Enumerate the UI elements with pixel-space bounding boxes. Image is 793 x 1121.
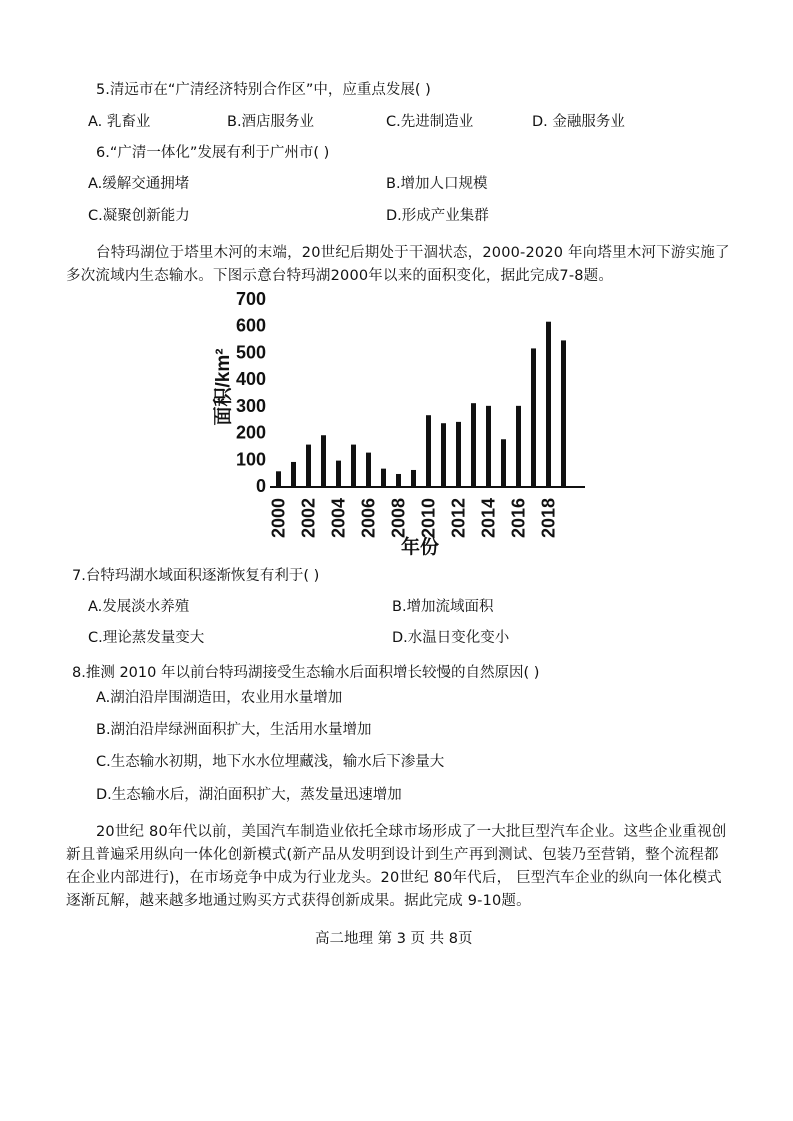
q8-option-a: A.湖泊沿岸围湖造田，农业用水量增加 (96, 690, 343, 706)
bar-2017 (531, 348, 536, 486)
q5-option-b: B.酒店服务业 (227, 114, 315, 130)
q6-stem: 6.“广清一体化”发展有利于广州市( ) (96, 145, 330, 161)
bar-2001 (291, 462, 296, 486)
intro2-line4: 逐渐瓦解，越来越多地通过购买方式获得创新成果。据此完成 9-10题。 (66, 893, 531, 909)
q8-option-b: B.湖泊沿岸绿洲面积扩大，生活用水量增加 (96, 722, 372, 738)
q8-stem: 8.推测 2010 年以前台特玛湖接受生态输水后面积增长较慢的自然原因( ) (72, 665, 540, 681)
q6-option-b: B.增加人口规模 (386, 176, 488, 192)
page-footer: 高二地理 第 3 页 共 8页 (315, 931, 473, 947)
y-tick-label: 500 (235, 342, 266, 363)
y-tick-label: 700 (235, 289, 266, 309)
x-tick-label: 2016 (508, 497, 529, 538)
x-tick-label: 2002 (298, 497, 319, 538)
y-tick-labels (236, 289, 266, 496)
bar-2018 (546, 322, 551, 486)
lake-area-bar-chart (205, 287, 590, 562)
bar-2011 (441, 423, 446, 486)
x-tick-label: 2006 (358, 497, 379, 538)
intro2-line3: 在企业内部进行)，在市场竞争中成为行业龙头。20世纪 80年代后， 巨型汽车企业的纵向一体化模式 (66, 870, 722, 886)
x-tick-labels (269, 498, 559, 538)
bars (276, 322, 566, 486)
bar-2012 (456, 422, 461, 486)
bar-2008 (396, 474, 401, 486)
intro2-line2: 新且普遍采用纵向一体化创新模式(新产品从发明到设计到生产再到测试、包装乃至营销，整个流程都 (66, 847, 719, 863)
y-tick-label: 0 (255, 476, 266, 496)
intro1-line1: 台特玛湖位于塔里木河的末端，20世纪后期处于干涸状态，2000-2020 年向塔里木河下游实施了 (96, 245, 730, 261)
bar-2007 (381, 469, 386, 486)
bar-2003 (321, 435, 326, 486)
q7-stem: 7.台特玛湖水域面积逐渐恢复有利于( ) (72, 568, 320, 584)
y-tick-label: 100 (235, 449, 266, 470)
q7-option-b: B.增加流域面积 (392, 599, 494, 615)
bar-2010 (426, 415, 431, 486)
q8-option-d: D.生态输水后，湖泊面积扩大，蒸发量迅速增加 (96, 787, 402, 803)
q5-stem: 5.清远市在“广清经济特别合作区”中，应重点发展( ) (96, 82, 431, 98)
y-tick-label: 300 (235, 395, 266, 416)
bar-2009 (411, 470, 416, 486)
y-axis-label: 面积/km² (213, 348, 234, 426)
bar-2019 (561, 340, 566, 486)
bar-2005 (351, 445, 356, 486)
q8-option-c: C.生态输水初期，地下水水位埋藏浅，输水后下渗量大 (96, 754, 445, 770)
q7-option-a: A.发展淡水养殖 (88, 599, 190, 615)
y-tick-label: 600 (235, 315, 266, 336)
x-tick-label: 2010 (418, 497, 439, 538)
x-tick-label: 2018 (538, 497, 559, 538)
x-axis-label: 年份 (400, 537, 440, 558)
q6-option-c: C.凝聚创新能力 (88, 208, 190, 224)
x-tick-label: 2012 (448, 497, 469, 538)
q5-option-c: C.先进制造业 (386, 114, 474, 130)
bar-2015 (501, 439, 506, 486)
bar-2013 (471, 403, 476, 486)
x-tick-label: 2000 (268, 497, 289, 538)
bar-2014 (486, 406, 491, 486)
y-tick-label: 400 (235, 369, 266, 390)
bar-2006 (366, 453, 371, 486)
q7-option-d: D.水温日变化变小 (392, 630, 510, 646)
x-tick-label: 2014 (478, 497, 499, 538)
bar-2002 (306, 445, 311, 486)
x-tick-label: 2008 (388, 497, 409, 538)
q6-option-d: D.形成产业集群 (386, 208, 489, 224)
y-tick-label: 200 (235, 422, 266, 443)
bar-2004 (336, 461, 341, 486)
bar-2000 (276, 471, 281, 486)
intro1-line2: 多次流域内生态输水。下图示意台特玛湖2000年以来的面积变化，据此完成7-8题。 (66, 268, 614, 284)
q5-option-a: A. 乳畜业 (88, 114, 151, 130)
q5-option-d: D. 金融服务业 (532, 114, 625, 130)
intro2-line1: 20世纪 80年代以前，美国汽车制造业依托全球市场形成了一大批巨型汽车企业。这些企业重视创 (96, 824, 727, 840)
x-tick-label: 2004 (328, 497, 349, 538)
bar-2016 (516, 406, 521, 486)
q6-option-a: A.缓解交通拥堵 (88, 176, 190, 192)
q7-option-c: C.理论蒸发量变大 (88, 630, 205, 646)
